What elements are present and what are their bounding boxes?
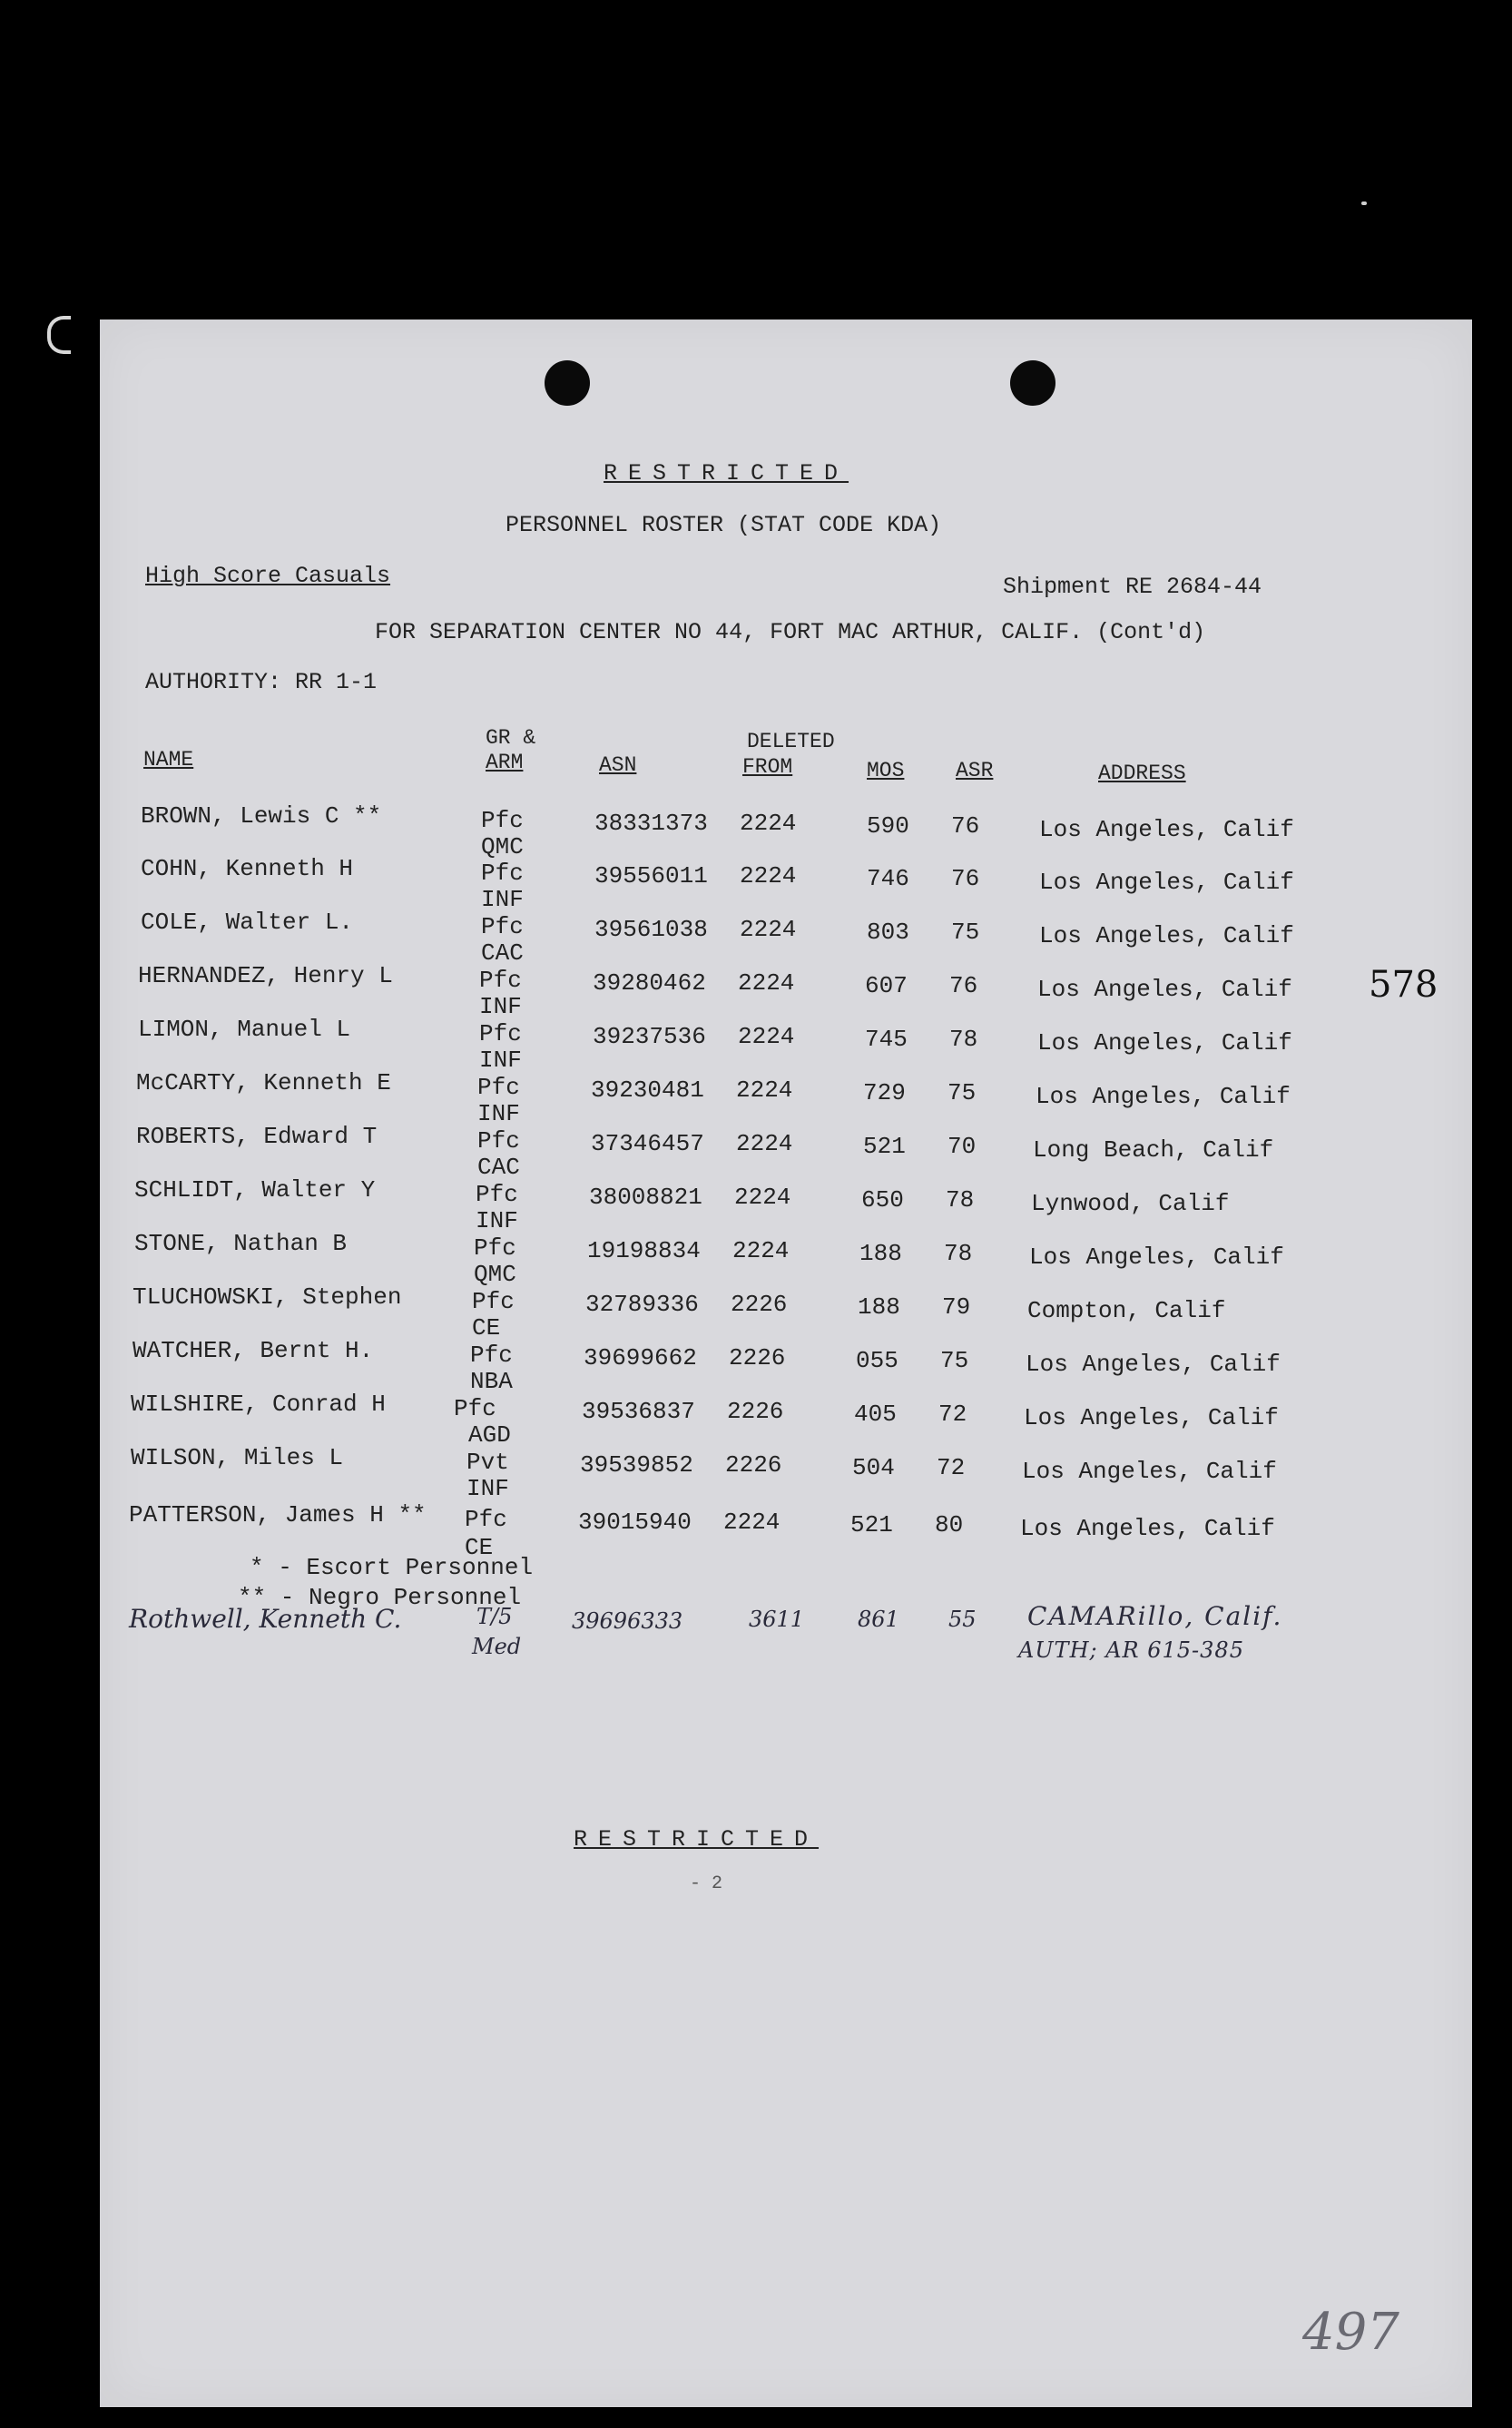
- handwritten-name: Rothwell, Kenneth C.: [129, 1604, 402, 1634]
- legend-escort: * - Escort Personnel: [250, 1554, 534, 1581]
- film-edge-mark: [47, 316, 71, 354]
- row-deleted-from: 2226: [731, 1291, 788, 1318]
- column-header-arm: ARM: [486, 751, 524, 774]
- punch-hole-right: [1010, 360, 1055, 406]
- row-asn: 39015940: [578, 1509, 692, 1536]
- row-address: Los Angeles, Calif: [1036, 1083, 1291, 1110]
- column-header-from: FROM: [742, 755, 793, 779]
- group-label: High Score Casuals: [145, 563, 391, 589]
- row-deleted-from: 2224: [740, 862, 797, 890]
- row-asr: 78: [944, 1240, 973, 1267]
- row-mos: 188: [858, 1293, 900, 1321]
- handwritten-grade: T/5: [476, 1604, 513, 1629]
- classification-top: RESTRICTED: [604, 460, 849, 487]
- column-header-name: NAME: [143, 748, 194, 772]
- row-asn: 39230481: [591, 1076, 704, 1104]
- row-address: Los Angeles, Calif: [1039, 869, 1294, 896]
- legend-negro: ** - Negro Personnel: [238, 1584, 522, 1611]
- row-deleted-from: 2224: [736, 1130, 793, 1157]
- row-grade: Pfc: [454, 1395, 496, 1422]
- shipment-number: Shipment RE 2684-44: [1003, 574, 1262, 600]
- row-mos: 055: [856, 1347, 898, 1374]
- row-arm: INF: [479, 993, 522, 1020]
- row-arm: AGD: [468, 1421, 511, 1449]
- row-deleted-from: 2224: [738, 1023, 795, 1050]
- row-address: Los Angeles, Calif: [1022, 1458, 1277, 1485]
- row-arm: QMC: [474, 1261, 516, 1288]
- row-deleted-from: 2224: [740, 916, 797, 943]
- row-asr: 79: [942, 1293, 971, 1321]
- row-grade: Pfc: [481, 860, 524, 887]
- row-deleted-from: 2226: [727, 1398, 784, 1425]
- row-grade: Pfc: [479, 967, 522, 994]
- column-header-grade: GR &: [486, 726, 536, 750]
- row-asn: 39699662: [584, 1344, 697, 1371]
- row-asr: 75: [940, 1347, 969, 1374]
- row-deleted-from: 2226: [729, 1344, 786, 1371]
- column-header-asn: ASN: [599, 753, 637, 777]
- handwritten-asr: 55: [948, 1607, 977, 1632]
- row-deleted-from: 2224: [732, 1237, 790, 1264]
- row-arm: INF: [481, 886, 524, 913]
- handwritten-address: CAMARillo, Calif.: [1027, 1601, 1283, 1631]
- handwritten-arm: Med: [472, 1634, 522, 1659]
- row-address: Los Angeles, Calif: [1037, 976, 1292, 1003]
- row-arm: INF: [476, 1207, 518, 1234]
- row-name: WILSHIRE, Conrad H: [131, 1391, 386, 1418]
- row-arm: NBA: [470, 1368, 513, 1395]
- row-name: COHN, Kenneth H: [141, 855, 354, 882]
- row-mos: 504: [852, 1454, 895, 1481]
- row-name: HERNANDEZ, Henry L: [138, 962, 393, 989]
- row-asr: 80: [935, 1511, 964, 1538]
- row-address: Los Angeles, Calif: [1037, 1029, 1292, 1057]
- row-name: COLE, Walter L.: [141, 909, 354, 936]
- row-deleted-from: 2224: [738, 969, 795, 997]
- row-grade: Pfc: [472, 1288, 515, 1315]
- row-asr: 78: [949, 1026, 978, 1053]
- row-mos: 590: [867, 812, 909, 840]
- margin-number-right: 578: [1369, 964, 1438, 1006]
- row-grade: Pfc: [481, 807, 524, 834]
- row-address: Los Angeles, Calif: [1024, 1404, 1279, 1431]
- row-asn: 39561038: [594, 916, 708, 943]
- destination-line: FOR SEPARATION CENTER NO 44, FORT MAC ARTHUR, CALIF. (Cont'd): [375, 619, 1206, 645]
- row-arm: CAC: [481, 939, 524, 967]
- row-grade: Pfc: [474, 1234, 516, 1262]
- punch-hole-left: [545, 360, 590, 406]
- roster-title: PERSONNEL ROSTER (STAT CODE KDA): [506, 512, 942, 538]
- row-arm: CE: [465, 1534, 494, 1561]
- row-name: WATCHER, Bernt H.: [133, 1337, 374, 1364]
- row-grade: Pvt: [466, 1449, 509, 1476]
- row-asn: 39556011: [594, 862, 708, 890]
- row-deleted-from: 2224: [723, 1509, 781, 1536]
- column-header-address: ADDRESS: [1098, 762, 1186, 785]
- row-asn: 32789336: [585, 1291, 699, 1318]
- row-deleted-from: 2226: [725, 1451, 782, 1479]
- row-mos: 803: [867, 919, 909, 946]
- row-grade: Pfc: [479, 1020, 522, 1047]
- row-grade: Pfc: [477, 1074, 520, 1101]
- row-grade: Pfc: [477, 1127, 520, 1155]
- row-mos: 607: [865, 972, 908, 999]
- row-deleted-from: 2224: [734, 1184, 791, 1211]
- row-asn: 38331373: [594, 810, 708, 837]
- row-address: Los Angeles, Calif: [1039, 922, 1294, 949]
- row-address: Los Angeles, Calif: [1020, 1515, 1275, 1542]
- row-address: Long Beach, Calif: [1033, 1136, 1274, 1164]
- row-asn: 39536837: [582, 1398, 695, 1425]
- row-grade: Pfc: [470, 1342, 513, 1369]
- page-indicator: - 2: [690, 1873, 723, 1894]
- row-address: Compton, Calif: [1027, 1297, 1226, 1324]
- row-name: BROWN, Lewis C **: [141, 802, 382, 830]
- row-asr: 72: [937, 1454, 966, 1481]
- row-asr: 76: [951, 812, 980, 840]
- row-name: STONE, Nathan B: [134, 1230, 348, 1257]
- row-grade: Pfc: [465, 1506, 507, 1533]
- handwritten-asn: 39696333: [572, 1608, 683, 1634]
- row-asr: 72: [938, 1401, 967, 1428]
- row-deleted-from: 2224: [736, 1076, 793, 1104]
- row-address: Los Angeles, Calif: [1026, 1351, 1281, 1378]
- row-asr: 75: [947, 1079, 977, 1106]
- handwritten-mos: 861: [858, 1607, 899, 1632]
- row-arm: INF: [479, 1047, 522, 1074]
- row-asn: 19198834: [587, 1237, 701, 1264]
- row-name: SCHLIDT, Walter Y: [134, 1176, 376, 1204]
- row-mos: 746: [867, 865, 909, 892]
- column-header-asr: ASR: [956, 759, 994, 782]
- row-asn: 37346457: [591, 1130, 704, 1157]
- row-arm: CAC: [477, 1154, 520, 1181]
- document-page: [100, 319, 1472, 2407]
- row-asr: 76: [949, 972, 978, 999]
- row-mos: 405: [854, 1401, 897, 1428]
- row-deleted-from: 2224: [740, 810, 797, 837]
- row-asr: 70: [947, 1133, 977, 1160]
- row-arm: QMC: [481, 833, 524, 860]
- row-mos: 729: [863, 1079, 906, 1106]
- handwritten-deleted-from: 3611: [749, 1607, 805, 1632]
- row-arm: INF: [477, 1100, 520, 1127]
- row-asn: 39539852: [580, 1451, 693, 1479]
- row-arm: CE: [472, 1314, 501, 1342]
- row-asn: 38008821: [589, 1184, 702, 1211]
- row-mos: 188: [859, 1240, 902, 1267]
- row-grade: Pfc: [476, 1181, 518, 1208]
- row-asn: 39280462: [593, 969, 706, 997]
- film-speck: [1361, 202, 1367, 205]
- row-address: Los Angeles, Calif: [1029, 1243, 1284, 1271]
- row-name: McCARTY, Kenneth E: [136, 1069, 391, 1096]
- column-header-mos: MOS: [867, 759, 905, 782]
- row-asr: 75: [951, 919, 980, 946]
- row-mos: 650: [861, 1186, 904, 1214]
- row-mos: 521: [863, 1133, 906, 1160]
- row-name: ROBERTS, Edward T: [136, 1123, 378, 1150]
- row-mos: 745: [865, 1026, 908, 1053]
- row-address: Lynwood, Calif: [1031, 1190, 1230, 1217]
- row-asr: 76: [951, 865, 980, 892]
- row-asr: 78: [946, 1186, 975, 1214]
- handwritten-authority: AUTH; AR 615-385: [1018, 1637, 1244, 1663]
- column-header-deleted: DELETED: [747, 730, 835, 753]
- row-grade: Pfc: [481, 913, 524, 940]
- row-mos: 521: [850, 1511, 893, 1538]
- row-name: LIMON, Manuel L: [138, 1016, 351, 1043]
- row-arm: INF: [466, 1475, 509, 1502]
- row-address: Los Angeles, Calif: [1039, 816, 1294, 843]
- margin-number-bottom: 497: [1302, 2303, 1399, 2362]
- row-asn: 39237536: [593, 1023, 706, 1050]
- row-name: TLUCHOWSKI, Stephen: [133, 1283, 402, 1311]
- classification-bottom: RESTRICTED: [574, 1826, 820, 1853]
- row-name: WILSON, Miles L: [131, 1444, 344, 1471]
- row-name: PATTERSON, James H **: [129, 1501, 427, 1529]
- authority-line: AUTHORITY: RR 1-1: [145, 669, 378, 695]
